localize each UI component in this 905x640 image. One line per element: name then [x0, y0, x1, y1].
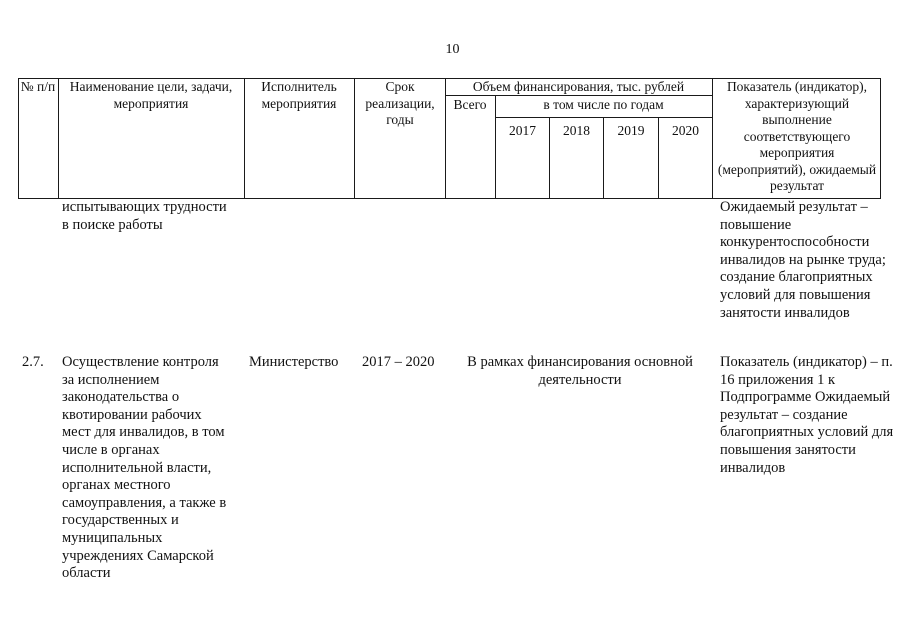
header-term: Срок реализации, годы	[365, 79, 435, 127]
row1-name: испытывающих трудности в поиске работы	[62, 199, 227, 233]
row2-name: Осуществление контроля за исполнением законодательства о квотировании рабочих мест для инвалидов, в том числе в органах исполнительной власти, органах местного самоуправления, а также в государственных и муниципальных учреждениях Самарской области	[62, 354, 227, 582]
header-name: Наименование цели, задачи, мероприятия	[69, 79, 233, 111]
row2-term: 2017 – 2020	[362, 354, 435, 370]
row2-funding: В рамках финансирования основной деятельности	[467, 354, 693, 388]
row2-num: 2.7.	[22, 354, 44, 370]
table-header	[18, 78, 881, 199]
header-year-2018: 2018	[563, 123, 590, 138]
header-executor: Исполнитель мероприятия	[261, 79, 337, 111]
col-border-1	[58, 78, 59, 199]
page-number: 10	[445, 42, 460, 57]
header-total: Всего	[453, 97, 487, 112]
col-border-10	[880, 78, 881, 199]
header-year-2020: 2020	[672, 123, 699, 138]
col-border-2	[244, 78, 245, 199]
col-border-9	[712, 78, 713, 199]
row1-indicator: Ожидаемый результат – повышение конкурентоспособности инвалидов на рынке труда; создание благоприятных условий для повышения занятости инвалидов	[720, 199, 886, 321]
header-funding: Объем финансирования, тыс. рублей	[472, 79, 685, 94]
row2-indicator: Показатель (индикатор) – п. 16 приложения 1 к Подпрограмме Ожидаемый результат – создание благоприятных условий для повышения занятости инвалидов	[720, 354, 894, 476]
col-border-3	[354, 78, 355, 199]
header-year-2017: 2017	[509, 123, 536, 138]
row2-executor: Министерство	[249, 354, 339, 370]
header-indicator: Показатель (индикатор), характеризующий выполнение соответствующего мероприятия (мероприятий), ожидаемый результат	[717, 79, 877, 193]
header-by-years: в том числе по годам	[543, 97, 664, 112]
header-year-2019: 2019	[617, 123, 645, 138]
col-border-0	[18, 78, 19, 199]
header-num: № п/п	[20, 79, 56, 94]
